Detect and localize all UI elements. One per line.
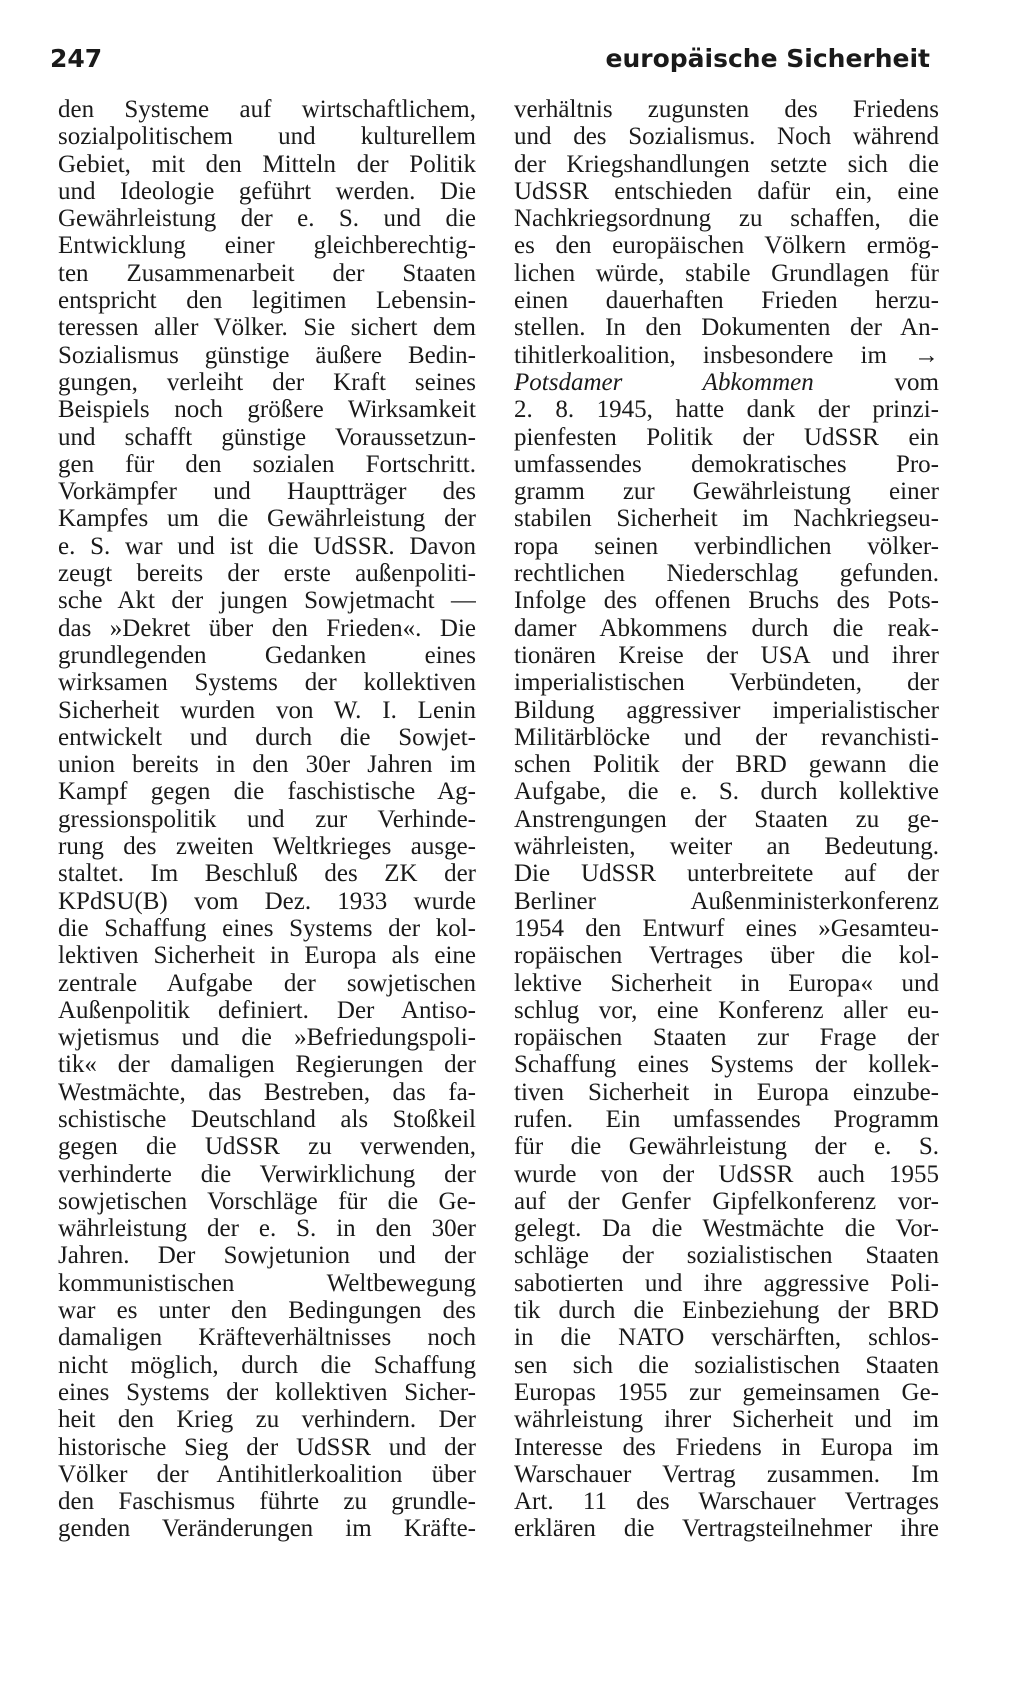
text-line: in die NATO verschärften, schlos-	[514, 1324, 939, 1352]
text-line: währleistung der e. S. in den 30er	[58, 1215, 476, 1243]
right-text-column	[514, 96, 939, 1543]
text-line: teressen aller Völker. Sie sichert dem	[58, 314, 476, 342]
text-line: gelegt. Da die Westmächte die Vor-	[514, 1215, 939, 1243]
text-line: Europas 1955 zur gemeinsamen Ge-	[514, 1378, 939, 1406]
text-line: Jahren. Der Sowjetunion und der	[58, 1242, 476, 1270]
running-head: europäische Sicherheit	[605, 44, 930, 73]
text-line: Die UdSSR unterbreitete auf der	[514, 860, 939, 888]
text-line: tik durch die Einbeziehung der BRD	[514, 1297, 939, 1325]
text-line: gungen, verleiht der Kraft seines	[58, 368, 476, 396]
page-header	[50, 44, 930, 84]
text-line: sen sich die sozialistischen Staaten	[514, 1351, 939, 1379]
text-line: schistische Deutschland als Stoßkeil	[58, 1105, 476, 1133]
text-line: stabilen Sicherheit im Nachkriegseu-	[514, 505, 939, 533]
text-line: sowjetischen Vorschläge für die Ge-	[58, 1187, 476, 1215]
text-line: zeugt bereits der erste außenpoliti-	[58, 560, 476, 588]
text-line: den Systeme auf wirtschaftlichem,	[58, 96, 476, 123]
text-line: Gewährleistung der e. S. und die	[58, 205, 476, 233]
text-line: gramm zur Gewährleistung einer	[514, 478, 939, 506]
text-line: Militärblöcke und der revanchisti-	[514, 723, 939, 751]
text-line: währleisten, weiter an Bedeutung.	[514, 833, 939, 861]
text-line: Bildung aggressiver imperialistischer	[514, 696, 939, 724]
text-line: der Kriegshandlungen setzte sich die	[514, 150, 939, 178]
text-line: lektive Sicherheit in Europa« und	[514, 969, 939, 997]
text-line: nicht möglich, durch die Schaffung	[58, 1351, 476, 1379]
text-line: tiven Sicherheit in Europa einzube-	[514, 1078, 939, 1106]
text-line: währleistung ihrer Sicherheit und im	[514, 1406, 939, 1434]
text-line: damer Abkommens durch die reak-	[514, 614, 939, 642]
text-line: heit den Krieg zu verhindern. Der	[58, 1406, 476, 1434]
text-line: eines Systems der kollektiven Sicher-	[58, 1378, 476, 1406]
text-line: tik« der damaligen Regierungen der	[58, 1051, 476, 1079]
text-line: den Faschismus führte zu grundle-	[58, 1488, 476, 1516]
text-line: schlug vor, eine Konferenz aller eu-	[514, 996, 939, 1024]
text-line: grundlegenden Gedanken eines	[58, 641, 476, 669]
text-line: einen dauerhaften Frieden herzu-	[514, 287, 939, 315]
text-line: und des Sozialismus. Noch während	[514, 123, 939, 151]
text-line: wurde von der UdSSR auch 1955	[514, 1160, 939, 1188]
text-line: entspricht den legitimen Lebensin-	[58, 287, 476, 315]
right-column-lines-bottom	[514, 396, 939, 1542]
text-line: Entwicklung einer gleichberechtig-	[58, 232, 476, 260]
text-line: Gebiet, mit den Mitteln der Politik	[58, 150, 476, 178]
text-line: 2. 8. 1945, hatte dank der prinzi-	[514, 396, 939, 424]
text-line: Berliner Außenministerkonferenz	[514, 887, 939, 915]
text-line: imperialistischen Verbündeten, der	[514, 669, 939, 697]
text-line: zentrale Aufgabe der sowjetischen	[58, 969, 476, 997]
cross-reference-link[interactable]: Potsdamer Abkommen	[514, 368, 814, 396]
text-line: sozialpolitischem und kulturellem	[58, 123, 476, 151]
text-line: erklären die Vertragsteilnehmer ihre	[514, 1515, 939, 1543]
text-line: Warschauer Vertrag zusammen. Im	[514, 1460, 939, 1488]
text-line: Schaffung eines Systems der kollek-	[514, 1051, 939, 1079]
text-line: war es unter den Bedingungen des	[58, 1297, 476, 1325]
text-line: sabotierten und ihre aggressive Poli-	[514, 1269, 939, 1297]
text-line: Sozialismus günstige äußere Bedin-	[58, 341, 476, 369]
text-line: e. S. war und ist die UdSSR. Davon	[58, 532, 476, 560]
text-line: und schafft günstige Voraussetzun-	[58, 423, 476, 451]
text-line: Westmächte, das Bestreben, das fa-	[58, 1078, 476, 1106]
text-line: entwickelt und durch die Sowjet-	[58, 723, 476, 751]
text-line: ten Zusammenarbeit der Staaten	[58, 259, 476, 287]
text-line: ropäischen Vertrages über die kol-	[514, 942, 939, 970]
text-line: genden Veränderungen im Kräfte-	[58, 1515, 476, 1543]
text-line: auf der Genfer Gipfelkonferenz vor-	[514, 1187, 939, 1215]
text-line-rest: vom	[894, 368, 939, 396]
text-line: Aufgabe, die e. S. durch kollektive	[514, 778, 939, 806]
text-line: rung des zweiten Weltkrieges ausge-	[58, 833, 476, 861]
text-line: das »Dekret über den Frieden«. Die	[58, 614, 476, 642]
text-line: und Ideologie geführt werden. Die	[58, 177, 476, 205]
text-line: UdSSR entschieden dafür ein, eine	[514, 177, 939, 205]
text-line: wirksamen Systems der kollektiven	[58, 669, 476, 697]
text-line: union bereits in den 30er Jahren im	[58, 751, 476, 779]
text-line: Kampf gegen die faschistische Ag-	[58, 778, 476, 806]
text-line: umfassendes demokratisches Pro-	[514, 450, 939, 478]
right-column-lines-top	[514, 96, 939, 369]
left-text-column	[58, 96, 476, 1543]
text-line: wjetismus und die »Befriedungspoli-	[58, 1024, 476, 1052]
text-line: Sicherheit wurden von W. I. Lenin	[58, 696, 476, 724]
text-line: es den europäischen Völkern ermög-	[514, 232, 939, 260]
text-line: Außenpolitik definiert. Der Antiso-	[58, 996, 476, 1024]
text-line: für die Gewährleistung der e. S.	[514, 1133, 939, 1161]
text-line: rechtlichen Niederschlag gefunden.	[514, 560, 939, 588]
text-line: rufen. Ein umfassendes Programm	[514, 1105, 939, 1133]
text-line: die Schaffung eines Systems der kol-	[58, 914, 476, 942]
text-line: damaligen Kräfteverhältnisses noch	[58, 1324, 476, 1352]
text-line: gegen die UdSSR zu verwenden,	[58, 1133, 476, 1161]
text-line: lektiven Sicherheit in Europa als eine	[58, 942, 476, 970]
text-line: sche Akt der jungen Sowjetmacht —	[58, 587, 476, 615]
text-line: tionären Kreise der USA und ihrer	[514, 641, 939, 669]
text-line: stellen. In den Dokumenten der An-	[514, 314, 939, 342]
text-line: lichen würde, stabile Grundlagen für	[514, 259, 939, 287]
text-line: staltet. Im Beschluß des ZK der	[58, 860, 476, 888]
text-line: schen Politik der BRD gewann die	[514, 751, 939, 779]
text-line: Beispiels noch größere Wirksamkeit	[58, 396, 476, 424]
text-line: verhältnis zugunsten des Friedens	[514, 96, 939, 123]
text-line-cross-reference	[514, 369, 939, 396]
text-line: historische Sieg der UdSSR und der	[58, 1433, 476, 1461]
text-line: tihitlerkoalition, insbesondere im →	[514, 341, 939, 369]
text-line: 1954 den Entwurf eines »Gesamteu-	[514, 914, 939, 942]
text-line: ropa seinen verbindlichen völker-	[514, 532, 939, 560]
text-line: gen für den sozialen Fortschritt.	[58, 450, 476, 478]
text-line: Art. 11 des Warschauer Vertrages	[514, 1488, 939, 1516]
text-line: Nachkriegsordnung zu schaffen, die	[514, 205, 939, 233]
text-line: Infolge des offenen Bruchs des Pots-	[514, 587, 939, 615]
text-line: Völker der Antihitlerkoalition über	[58, 1460, 476, 1488]
text-line: Anstrengungen der Staaten zu ge-	[514, 805, 939, 833]
text-line: pienfesten Politik der UdSSR ein	[514, 423, 939, 451]
text-line: Interesse des Friedens in Europa im	[514, 1433, 939, 1461]
text-line: Kampfes um die Gewährleistung der	[58, 505, 476, 533]
text-line: verhinderte die Verwirklichung der	[58, 1160, 476, 1188]
text-line: gressionspolitik und zur Verhinde-	[58, 805, 476, 833]
text-line: kommunistischen Weltbewegung	[58, 1269, 476, 1297]
page-number: 247	[50, 44, 103, 73]
text-line: ropäischen Staaten zur Frage der	[514, 1024, 939, 1052]
text-line: KPdSU(B) vom Dez. 1933 wurde	[58, 887, 476, 915]
text-line: Vorkämpfer und Hauptträger des	[58, 478, 476, 506]
text-line: schläge der sozialistischen Staaten	[514, 1242, 939, 1270]
